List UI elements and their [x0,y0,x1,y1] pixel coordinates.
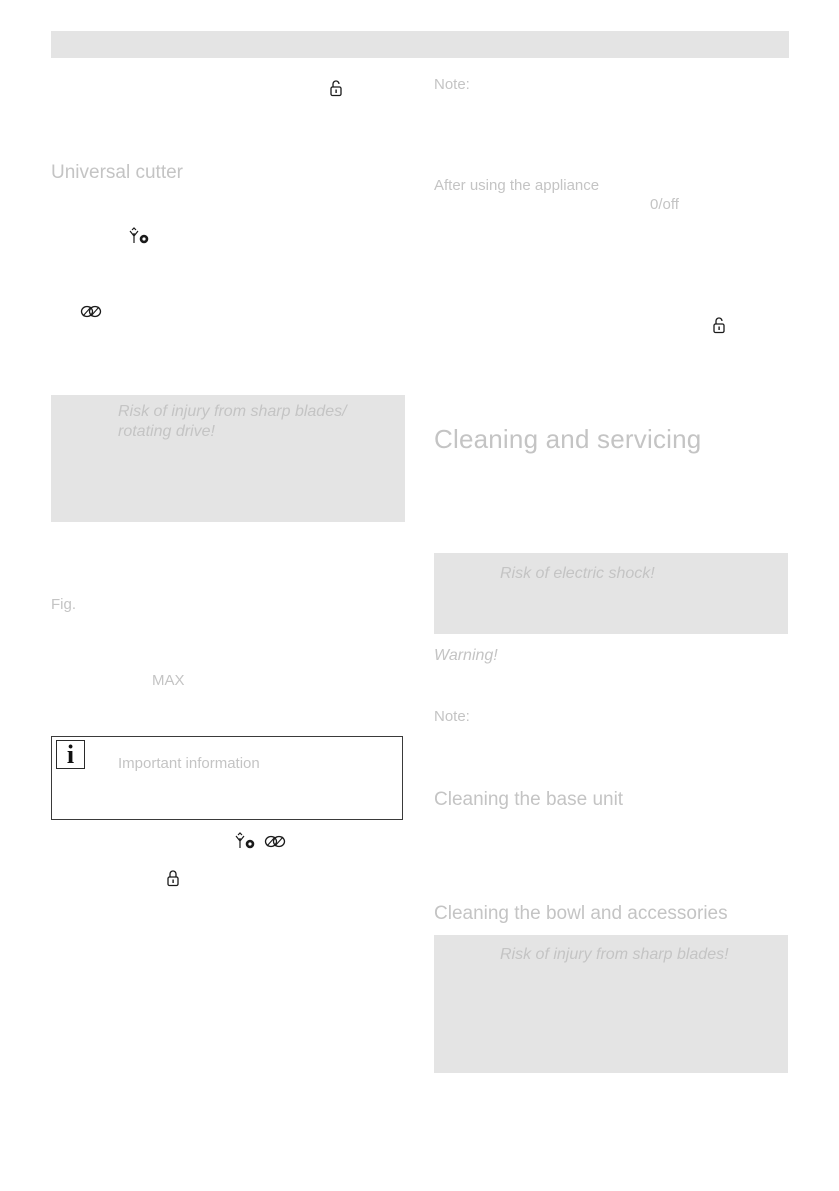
turbo-speed-icon [127,227,151,245]
cleaning-and-servicing-heading: Cleaning and servicing [434,424,702,454]
fig-label: Fig. [51,596,77,613]
cleaning-base-unit-heading: Cleaning the base unit [434,789,624,810]
important-information-title: Important information [118,755,260,772]
unlocked-padlock-icon [713,317,725,333]
after-using-appliance-heading: After using the appliance [434,177,600,194]
turbo-speed-icon [233,832,257,850]
page-header-bar [51,31,789,58]
warning-box-sharp-blades [434,935,788,1073]
warning-label: Warning! [434,647,498,664]
max-label: MAX [152,672,185,689]
warning-text-line-2: rotating drive! [118,423,215,440]
important-information-box [51,736,403,820]
warning-text-line-1: Risk of injury from sharp blades/ [118,403,347,420]
info-icon: i [56,740,85,769]
warning-electric-shock-text: Risk of electric shock! [500,565,655,582]
note-label: Note: [434,76,470,93]
pulse-icon [80,305,102,318]
universal-cutter-heading: Universal cutter [51,162,183,183]
off-position-label: 0/off [650,196,679,213]
note-label-2: Note: [434,708,470,725]
warning-box-sharp-rotating [51,395,405,522]
unlocked-padlock-icon [330,80,342,96]
cleaning-bowl-accessories-heading: Cleaning the bowl and accessories [434,903,728,924]
locked-padlock-icon [167,870,179,886]
pulse-icon [264,835,286,848]
warning-box-electric-shock [434,553,788,634]
warning-sharp-blades-text: Risk of injury from sharp blades! [500,946,729,963]
